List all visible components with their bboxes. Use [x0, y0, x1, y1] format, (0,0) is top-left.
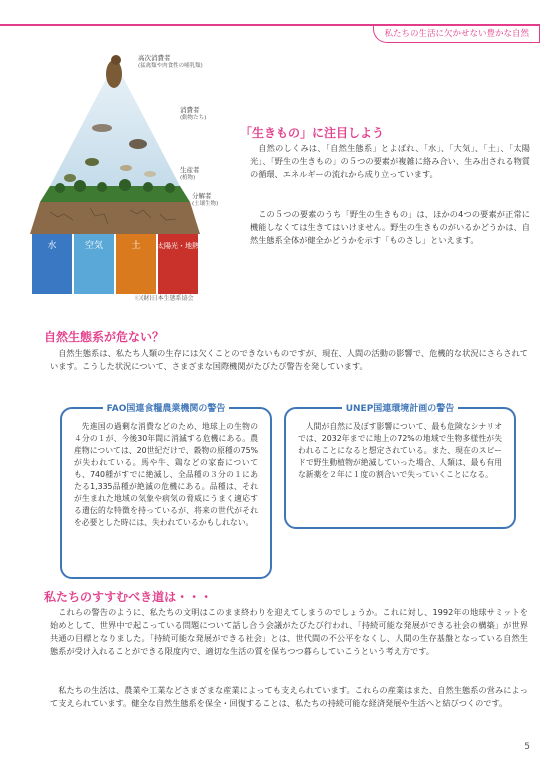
sun-label: 太陽光・地熱 — [157, 242, 199, 250]
air-label: 空気 — [84, 241, 104, 251]
small-animal-icon — [64, 174, 76, 182]
section3-paragraph1: これらの警告のように、私たちの文明はこのまま終わりを迎えてしまうのでしょうか。これに対し、1992年の地球サミットを始めとして、世界中で起こっている問題について話し合う会議がたびたび行われ、「持続可能な発展ができる社会の構築」が世界共通の目標となりました。「持続可能な発展ができる社会」とは、世代間の不公平をなくし、人間の生存基盤となっている自然生態系が受け入れることができる限度内で、適切な生活の質を保ちつつ暮らしていこうという考え方です。 — [50, 607, 528, 656]
label-consumer: 消費者 (動物たち) — [180, 106, 207, 121]
butterfly-icon — [144, 171, 156, 177]
section2-title: 自然生態系が危ない？ — [44, 330, 165, 344]
unep-warning-box — [284, 404, 516, 529]
unep-warning-title: UNEP国連環境計画の警告 — [286, 401, 514, 414]
bird-icon — [129, 139, 147, 149]
page-number: 5 — [524, 742, 530, 752]
hawk-head-icon — [111, 55, 121, 65]
water-label: 水 — [47, 241, 57, 251]
unep-warning-text: 人間が自然に及ぼす影響について、最も危険なシナリオでは、2032年までに地上の72%の地域で生物多様性が失われることになると想定されている。また、現在のスピードで野生動植物が絶滅していった場合、人類は、最も有用な新薬を２年に１度の割合いで失っていくことになる。 — [298, 422, 502, 479]
label-producer: 生産者 (植物) — [180, 166, 200, 181]
section1-paragraph2: この５つの要素のうち「野生の生きもの」は、ほかの4つの要素が正常に機能しなくては生きてはいけません。野生の生きものがいるかどうかは、自然生態系全体が健全かどうかを示す「ものさし」といえます。 — [250, 209, 530, 245]
section1-paragraph1: 自然のしくみは、「自然生態系」とよばれ、「水」、「大気」、「土」、「太陽光」、「野生の生きもの」の５つの要素が複雑に絡み合い、生み出される物質の循環、エネルギーの流れから成り立っています。 — [250, 143, 530, 179]
section1-title: 「生きもの」に注目しよう — [240, 126, 385, 140]
section3-title: 私たちのすすむべき道は・・・ — [44, 590, 213, 604]
header-tab: 私たちの生活に欠かせない豊かな自然 — [373, 26, 540, 43]
pyramid-graphic — [30, 44, 240, 294]
fao-warning-text: 先進国の過剰な消費などのため、地球上の生物の４分の１が、今後30年間に消滅する危機にある。農産物については、20世紀だけで、穀物の原種の75%が失われている。馬や牛、鶏などの家畜についても、740種がすでに絶滅し、全品種の３分の１にあたる1,335品種が絶滅の危機にある。品種は、それが生まれた地域の気象や病気の脅威にうまく適応する遺伝的な特徴を持っているが、将来の世代がそれを必要とした時には、失われているかもしれない。 — [74, 422, 258, 527]
soil-label: 土 — [131, 241, 141, 251]
header — [0, 0, 560, 39]
fao-warning-box — [60, 404, 272, 579]
ecosystem-pyramid — [30, 44, 240, 304]
insect-icon — [120, 165, 132, 171]
label-decomposer: 分解者 (土壌生物) — [192, 192, 219, 207]
frog-icon — [85, 158, 99, 166]
section3-paragraph2: 私たちの生活は、農業や工業などさまざまな産業によっても支えられています。これらの産業はまた、自然生態系の営みによって支えられています。健全な自然生態系を保全・回復することは、私たちの持続可能な経済発展や生活へと結びつくのです。 — [50, 685, 528, 708]
image-credit: Ⓒ(財)日本生態系協会 — [135, 295, 194, 302]
label-top-consumer: 高次消費者 (猛禽類や肉食性の哺乳類) — [138, 54, 203, 69]
snake-icon — [92, 124, 112, 132]
fao-warning-title: FAO国連食糧農業機関の警告 — [62, 401, 270, 414]
section2-paragraph: 自然生態系は、私たち人類の生存には欠くことのできないものですが、現在、人間の活動の影響で、危機的な状況にさらされています。こうした状況について、さまざまな国際機関がたびたび警告を発しています。 — [50, 348, 528, 371]
decomposer-layer — [30, 202, 200, 234]
